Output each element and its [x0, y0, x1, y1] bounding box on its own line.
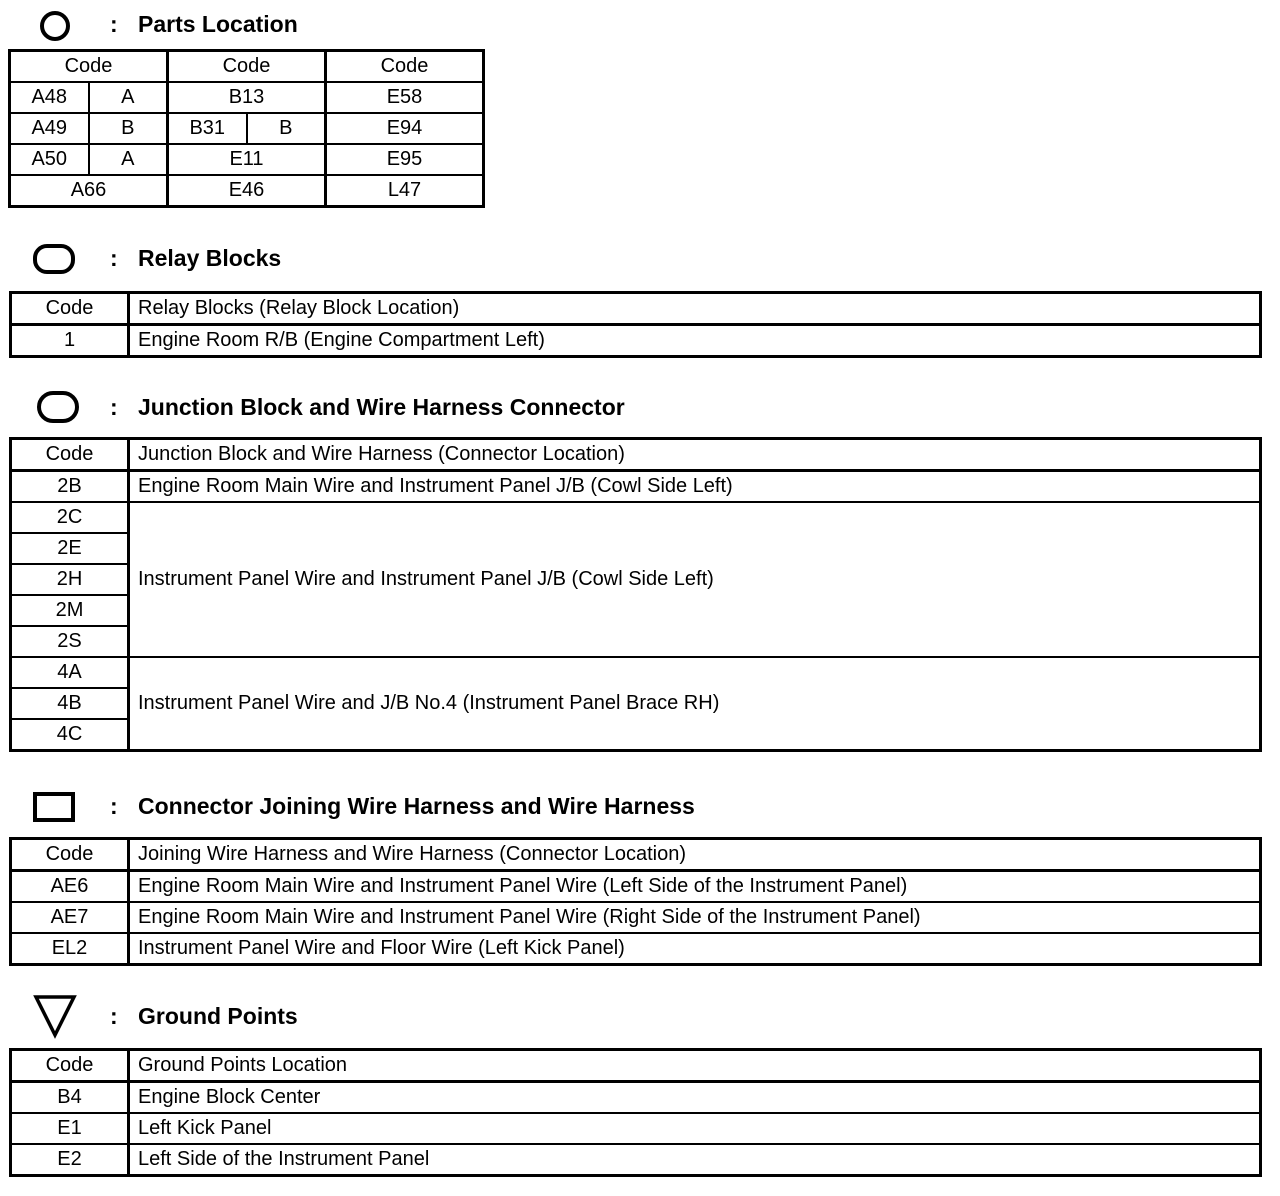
section-title: Junction Block and Wire Harness Connector — [138, 394, 625, 420]
code-cell: A50 — [10, 144, 89, 175]
table-row — [11, 902, 1261, 933]
circle-icon — [38, 9, 72, 43]
heading-colon: : — [110, 11, 118, 37]
header-code: Code — [11, 839, 129, 871]
code-cell: 4A — [11, 657, 129, 688]
desc-cell: Instrument Panel Wire and Instrument Panel J/B (Cowl Side Left) — [129, 502, 1261, 657]
header-desc: Relay Blocks (Relay Block Location) — [129, 293, 1261, 325]
code-cell: 4B — [11, 688, 129, 719]
table-row — [10, 144, 484, 175]
variant-cell: A — [89, 82, 168, 113]
code-cell: B4 — [11, 1082, 129, 1114]
desc-cell: Instrument Panel Wire and J/B No.4 (Instrument Panel Brace RH) — [129, 657, 1261, 751]
header-desc: Joining Wire Harness and Wire Harness (Connector Location) — [129, 839, 1261, 871]
code-cell: E2 — [11, 1144, 129, 1176]
table-header-row — [11, 1050, 1261, 1082]
code-cell: L47 — [326, 175, 484, 207]
table-row — [11, 1144, 1261, 1176]
table-row — [11, 1113, 1261, 1144]
code-cell: 1 — [11, 325, 129, 357]
header-code: Code — [11, 1050, 129, 1082]
table-header-row — [11, 839, 1261, 871]
square-icon — [32, 788, 76, 824]
code-cell: AE6 — [11, 871, 129, 903]
code-cell: EL2 — [11, 933, 129, 965]
code-cell: 2E — [11, 533, 129, 564]
code-cell: 2M — [11, 595, 129, 626]
table-row — [11, 471, 1261, 503]
code-cell: E94 — [326, 113, 484, 144]
desc-cell: Engine Room Main Wire and Instrument Panel Wire (Right Side of the Instrument Panel) — [129, 902, 1261, 933]
desc-cell: Engine Room Main Wire and Instrument Panel Wire (Left Side of the Instrument Panel) — [129, 871, 1261, 903]
section-title: Parts Location — [138, 11, 298, 37]
oval-icon — [36, 389, 80, 425]
variant-cell: B — [89, 113, 168, 144]
header-cell: Code — [168, 51, 326, 83]
code-cell: E58 — [326, 82, 484, 113]
section-title: Relay Blocks — [138, 245, 282, 271]
code-cell: 2B — [11, 471, 129, 503]
code-cell: E11 — [168, 144, 326, 175]
variant-cell: A — [89, 144, 168, 175]
desc-cell: Left Kick Panel — [129, 1113, 1261, 1144]
section-title: Connector Joining Wire Harness and Wire Harness — [138, 793, 695, 819]
code-cell: E1 — [11, 1113, 129, 1144]
desc-cell: Left Side of the Instrument Panel — [129, 1144, 1261, 1176]
triangle-down-icon — [32, 993, 78, 1039]
header-desc: Junction Block and Wire Harness (Connector Location) — [129, 439, 1261, 471]
variant-cell: B — [247, 113, 326, 144]
table-header-row — [10, 51, 484, 83]
desc-cell: Engine Room R/B (Engine Compartment Left) — [129, 325, 1261, 357]
code-cell: 2S — [11, 626, 129, 657]
header-desc: Ground Points Location — [129, 1050, 1261, 1082]
heading-colon: : — [110, 394, 118, 420]
connector-joining-table — [9, 837, 1262, 966]
code-cell: B31 — [168, 113, 247, 144]
desc-cell: Instrument Panel Wire and Floor Wire (Left Kick Panel) — [129, 933, 1261, 965]
section-title: Ground Points — [138, 1003, 298, 1029]
table-row — [11, 933, 1261, 965]
code-cell: 4C — [11, 719, 129, 751]
table-row — [11, 1082, 1261, 1114]
desc-cell: Engine Room Main Wire and Instrument Panel J/B (Cowl Side Left) — [129, 471, 1261, 503]
table-header-row — [11, 439, 1261, 471]
connector-joining-heading — [0, 786, 900, 826]
code-cell: 2C — [11, 502, 129, 533]
header-cell: Code — [326, 51, 484, 83]
heading-colon: : — [110, 793, 118, 819]
relay-blocks-heading — [0, 240, 900, 280]
junction-block-table — [9, 437, 1262, 752]
desc-cell: Engine Block Center — [129, 1082, 1261, 1114]
table-row — [10, 82, 484, 113]
header-code: Code — [11, 439, 129, 471]
parts-location-table — [8, 49, 485, 208]
header-code: Code — [11, 293, 129, 325]
relay-blocks-table — [9, 291, 1262, 358]
junction-block-heading — [0, 387, 900, 427]
table-row — [11, 502, 1261, 533]
table-row — [11, 871, 1261, 903]
code-cell: 2H — [11, 564, 129, 595]
ground-points-table — [9, 1048, 1262, 1177]
code-cell: A49 — [10, 113, 89, 144]
table-row — [10, 175, 484, 207]
rounded-rectangle-icon — [32, 242, 76, 276]
ground-points-heading — [0, 993, 900, 1033]
code-cell: E46 — [168, 175, 326, 207]
heading-colon: : — [110, 245, 118, 271]
heading-colon: : — [110, 1003, 118, 1029]
code-cell: AE7 — [11, 902, 129, 933]
parts-location-heading — [0, 6, 900, 46]
code-cell: E95 — [326, 144, 484, 175]
table-row — [11, 325, 1261, 357]
code-cell: A48 — [10, 82, 89, 113]
code-cell: B13 — [168, 82, 326, 113]
table-header-row — [11, 293, 1261, 325]
table-row — [11, 657, 1261, 688]
code-cell: A66 — [10, 175, 168, 207]
table-row — [10, 113, 484, 144]
header-cell: Code — [10, 51, 168, 83]
